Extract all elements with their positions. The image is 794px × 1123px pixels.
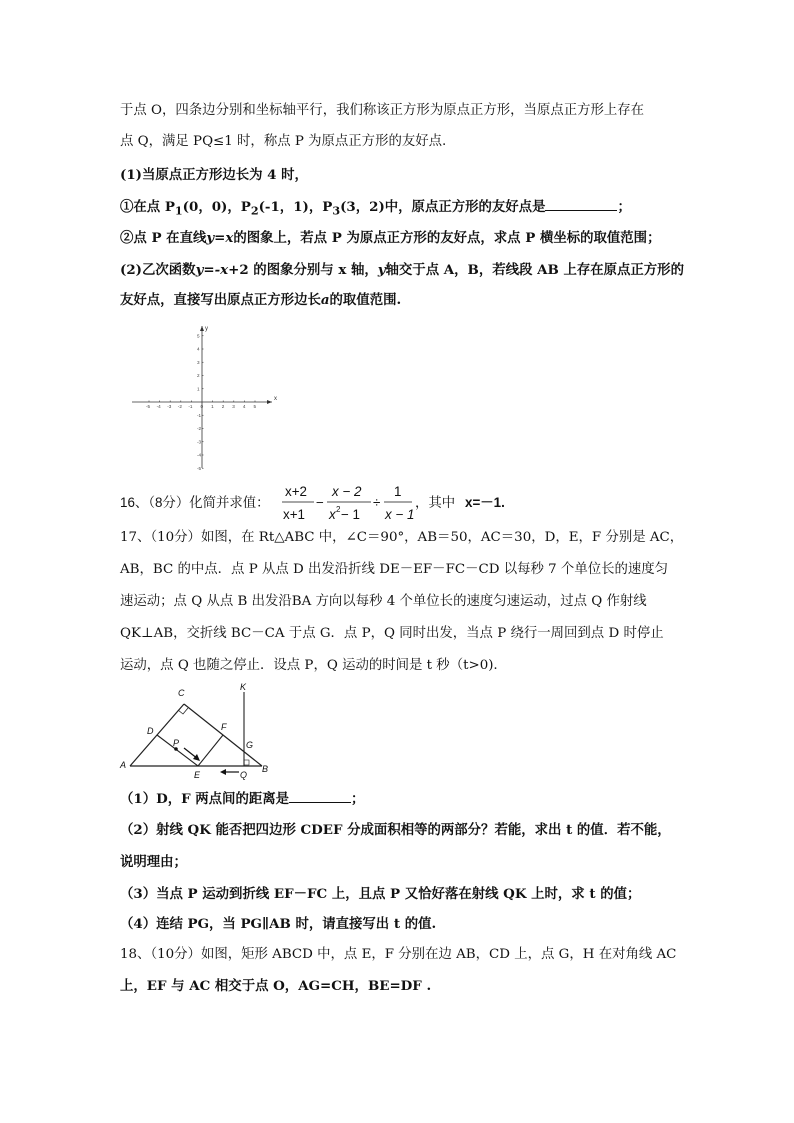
p15-item1 bbox=[120, 196, 680, 222]
x-axis-label: x bbox=[274, 396, 277, 402]
arrow-Q-head bbox=[220, 769, 226, 775]
p18-line2: 上，EF 与 AC 相交于点 O，AG=CH，BE=DF . bbox=[120, 978, 432, 994]
p17-line5: 运动，点 Q 也随之停止．设点 P，Q 运动的时间是 t 秒（t>0). bbox=[120, 658, 498, 673]
label-G: G bbox=[246, 740, 254, 750]
p15-item1-pts3: (3，2)中，原点正方形的友好点是 bbox=[340, 199, 546, 215]
p15-sub2: 2 bbox=[250, 204, 259, 218]
p16-minus: − bbox=[316, 495, 324, 510]
x-tick-label: -4 bbox=[156, 404, 161, 409]
p15-part2-line2 bbox=[120, 290, 680, 310]
p16-formula bbox=[120, 481, 680, 523]
y-axis-arrow bbox=[200, 326, 204, 331]
p17-line1: 17、（10分）如图，在 Rt△ABC 中，∠C＝90°，AB＝50，AC＝30，D，E，F 分别是 AC， bbox=[120, 530, 684, 545]
y-tick-label: 3 bbox=[197, 359, 200, 365]
p15-item1-pre: ①在点 P bbox=[120, 199, 175, 215]
p16-cond: x=－1. bbox=[465, 495, 505, 510]
y-tick-label: 1 bbox=[197, 386, 200, 392]
p15-sub3: 3 bbox=[332, 204, 341, 218]
label-K: K bbox=[240, 682, 247, 692]
p15-part2-line2-b: 的取值范围. bbox=[329, 292, 402, 308]
label-B: B bbox=[262, 764, 269, 774]
p16-f2-den-sup: 2 bbox=[336, 505, 341, 514]
p16-f3-den: x − 1 bbox=[385, 507, 415, 522]
p16-f3-num: 1 bbox=[394, 484, 402, 499]
p16-f2-den-a: x bbox=[329, 507, 336, 522]
p15-item2-b: 的图象上，若点 P 为原点正方形的友好点，求点 P 横坐标的取值范围； bbox=[233, 230, 661, 246]
p18-line1: 18、（10分）如图，矩形 ABCD 中，点 E，F 分别在边 AB，CD 上，点 G，H 在对角线 AC bbox=[120, 947, 677, 962]
p16-line bbox=[120, 481, 680, 523]
x-tick-label: 1 bbox=[211, 404, 214, 409]
x-tick-label: -2 bbox=[177, 404, 182, 409]
label-D: D bbox=[147, 726, 154, 736]
p15-item1-pts2: (-1，1)，P bbox=[258, 199, 333, 215]
x-tick-label: -3 bbox=[167, 404, 172, 409]
coordinate-grid-svg bbox=[128, 322, 276, 472]
p15-item2-a: ②点 P 在直线 bbox=[120, 230, 207, 246]
y-axis-label: y bbox=[205, 326, 208, 332]
p15-line1: 于点 O，四条边分别和坐标轴平行，我们称该正方形为原点正方形，当原点正方形上存在 bbox=[120, 103, 645, 118]
triangle-figure-svg bbox=[118, 680, 268, 780]
y-tick-label: 4 bbox=[197, 346, 200, 352]
coordinate-grid bbox=[128, 322, 276, 472]
p15-part2-c: 轴交于点 A，B，若线段 AB 上存在原点正方形的 bbox=[385, 262, 684, 278]
p15-part2-a: (2)乙次函数 bbox=[120, 262, 196, 278]
label-F: F bbox=[221, 722, 227, 732]
p15-part2-b: +2 的图象分别与 x 轴， bbox=[228, 262, 378, 278]
p17-q1-blank[interactable] bbox=[289, 788, 351, 803]
p17-line2: AB，BC 的中点．点 P 从点 D 出发沿折线 DE－EF－FC－CD 以每秒 7 个单位长的速度匀 bbox=[120, 562, 669, 577]
p15-sub1: 1 bbox=[174, 204, 183, 218]
y-tick-label: -2 bbox=[197, 426, 202, 431]
p15-part1-title: (1)当原点正方形边长为 4 时， bbox=[120, 167, 308, 183]
label-A: A bbox=[120, 760, 127, 770]
p17-q1 bbox=[120, 788, 680, 809]
p15-item1-end: ； bbox=[617, 199, 631, 215]
p16-suffix: ，其中 bbox=[415, 495, 456, 510]
x-tick-label: 5 bbox=[253, 404, 257, 409]
p17-line3: 速运动；点 Q 从点 B 出发沿BA 方向以每秒 4 个单位长的速度匀速运动，过点 Q 作射线 bbox=[120, 594, 647, 609]
p17-q1-text: （1）D，F 两点间的距离是 bbox=[120, 791, 290, 807]
p16-div: ÷ bbox=[373, 495, 381, 510]
x-tick-label: 4 bbox=[242, 404, 246, 409]
p17-q2-line1: （2）射线 QK 能否把四边形 CDEF 分成面积相等的两部分？若能，求出 t 的值．若不能， bbox=[120, 822, 671, 838]
p17-line4: QK⊥AB，交折线 BC－CA 于点 G．点 P，Q 同时出发，当点 P 绕行一周回到点 D 时停止 bbox=[120, 626, 664, 641]
right-angle-Q bbox=[244, 760, 249, 765]
y-tick-label: -5 bbox=[197, 465, 202, 471]
p15-part2 bbox=[120, 260, 684, 280]
p15-part2-a-var: a bbox=[320, 292, 330, 308]
x-tick-label: 2 bbox=[221, 404, 225, 409]
p15-item2-yx: y=x bbox=[206, 230, 234, 246]
p15-part2-line2-a: 友好点，直接写出原点正方形边长 bbox=[120, 292, 321, 308]
p15-item1-pts: (0，0)，P bbox=[182, 199, 251, 215]
label-P: P bbox=[173, 738, 180, 748]
label-E: E bbox=[194, 770, 201, 780]
p16-prefix: 16、（8分）化简并求值： bbox=[120, 495, 270, 510]
x-tick-label: -1 bbox=[188, 404, 193, 409]
y-tick-label: -4 bbox=[197, 452, 202, 458]
p16-f2-den-b: − 1 bbox=[341, 507, 360, 522]
triangle-figure bbox=[118, 680, 268, 780]
p16-f1-den: x+1 bbox=[283, 507, 305, 522]
y-tick-label: -1 bbox=[197, 412, 202, 418]
p16-f2-num: x − 2 bbox=[332, 484, 362, 499]
p17-q2-line2: 说明理由； bbox=[120, 854, 187, 870]
p15-answer-blank[interactable] bbox=[545, 196, 617, 211]
p15-part2-y: y bbox=[377, 262, 386, 278]
segment-EF bbox=[198, 735, 223, 766]
y-tick-label: 5 bbox=[197, 333, 200, 339]
y-tick-label: 2 bbox=[197, 373, 200, 378]
p15-part2-fn: y=-x bbox=[195, 262, 229, 278]
p17-q4: （4）连结 PG，当 PG∥AB 时，请直接写出 t 的值. bbox=[120, 916, 437, 932]
x-axis-arrow bbox=[267, 400, 272, 404]
x-tick-label: -5 bbox=[146, 404, 151, 409]
p16-f1-num: x+2 bbox=[285, 484, 307, 499]
p17-q3: （3）当点 P 运动到折线 EF－FC 上，且点 P 又恰好落在射线 QK 上时，求 t 的值； bbox=[120, 886, 641, 902]
p15-line2: 点 Q，满足 PQ≤1 时，称点 P 为原点正方形的友好点. bbox=[120, 134, 447, 149]
label-C: C bbox=[178, 688, 185, 698]
p15-item2 bbox=[120, 228, 680, 248]
x-tick-label: 3 bbox=[232, 404, 235, 409]
label-Q: Q bbox=[240, 770, 248, 780]
arrow-P-head bbox=[193, 754, 200, 761]
x-tick-label: 0 bbox=[200, 404, 204, 409]
y-tick-label: -3 bbox=[197, 439, 202, 445]
p17-q1-end: ； bbox=[351, 791, 365, 807]
